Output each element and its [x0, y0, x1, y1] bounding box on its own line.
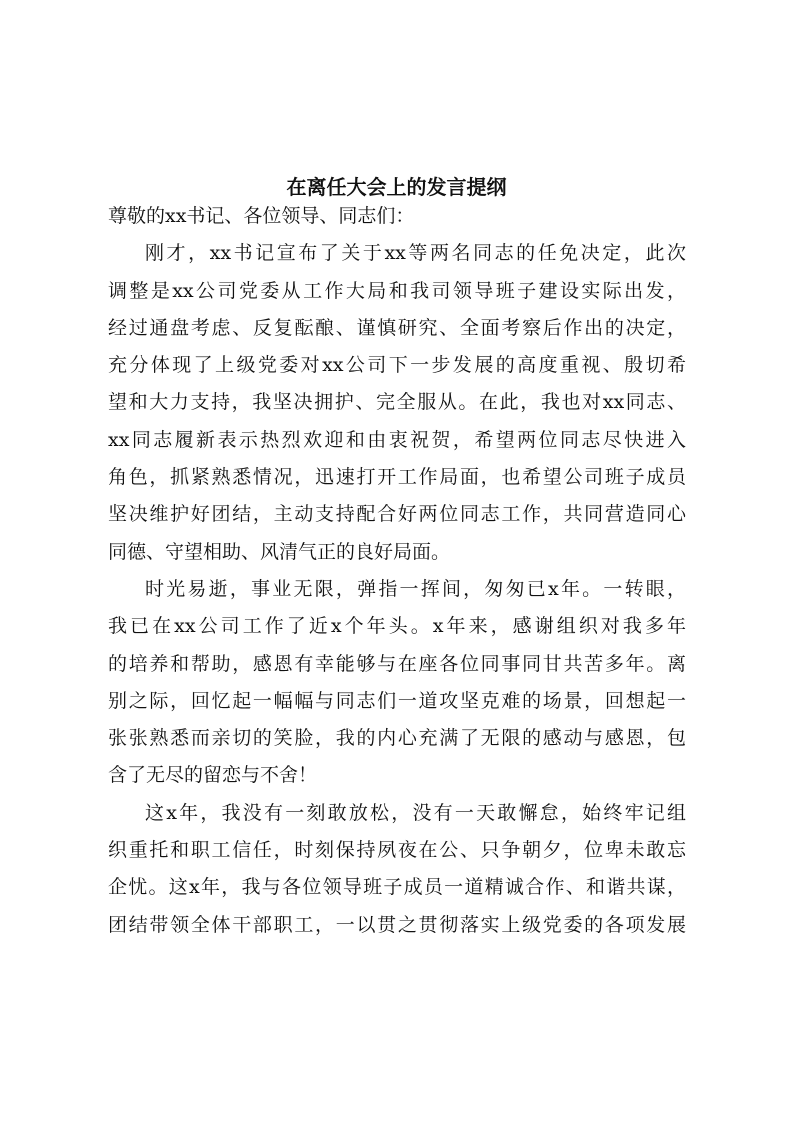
- paragraph: [108, 571, 686, 795]
- paragraph-line: 别之际，回忆起一幅幅与同志们一道攻坚克难的场景，回想起一: [108, 689, 686, 712]
- paragraph-line: 刚才，xx书记宣布了关于xx等两名同志的任免决定，此次: [145, 242, 686, 265]
- paragraph-line: 织重托和职工信任，时刻保持夙夜在公、只争朝夕，位卑未敢忘: [108, 839, 686, 862]
- paragraph-line: 望和大力支持，我坚决拥护、完全服从。在此，我也对xx同志、: [108, 391, 686, 414]
- greeting: 尊敬的xx书记、各位领导、同志们：: [108, 205, 415, 227]
- paragraph-line: 角色，抓紧熟悉情况，迅速打开工作局面，也希望公司班子成员: [108, 466, 686, 489]
- paragraph-line: 团结带领全体干部职工，一以贯之贯彻落实上级党委的各项发展: [108, 913, 686, 936]
- paragraph-line: 充分体现了上级党委对xx公司下一步发展的高度重视、殷切希: [108, 354, 686, 377]
- paragraph-line: 经过通盘考虑、反复酝酿、谨慎研究、全面考察后作出的决定，: [108, 316, 686, 339]
- paragraph: [108, 795, 686, 944]
- paragraph-line: 同德、守望相助、风清气正的良好局面。: [108, 540, 451, 563]
- paragraph-line: xx同志履新表示热烈欢迎和由衷祝贺，希望两位同志尽快进入: [108, 428, 686, 451]
- paragraph: [108, 235, 686, 571]
- paragraph-line: 张张熟悉而亲切的笑脸，我的内心充满了无限的感动与感恩，包: [108, 727, 686, 750]
- paragraph-line: 这x年，我没有一刻敢放松，没有一天敢懈怠，始终牢记组: [145, 801, 686, 824]
- paragraph-line: 坚决维护好团结，主动支持配合好两位同志工作，共同营造同心: [108, 503, 686, 526]
- paragraph-line: 企忧。这x年，我与各位领导班子成员一道精诚合作、和谐共谋，: [108, 876, 686, 899]
- paragraph-line: 时光易逝，事业无限，弹指一挥间，匆匆已x年。一转眼，: [145, 577, 686, 600]
- paragraphs: [108, 235, 686, 944]
- paragraph-line: 我已在xx公司工作了近x个年头。x年来，感谢组织对我多年: [108, 615, 686, 638]
- document-title: 在离任大会上的发言提纲: [286, 175, 507, 199]
- paragraph-line: 调整是xx公司党委从工作大局和我司领导班子建设实际出发，: [108, 279, 686, 302]
- paragraph-line: 的培养和帮助，感恩有幸能够与在座各位同事同甘共苦多年。离: [108, 652, 686, 675]
- paragraph-line: 含了无尽的留恋与不舍！: [108, 764, 318, 787]
- document-body: [108, 198, 686, 944]
